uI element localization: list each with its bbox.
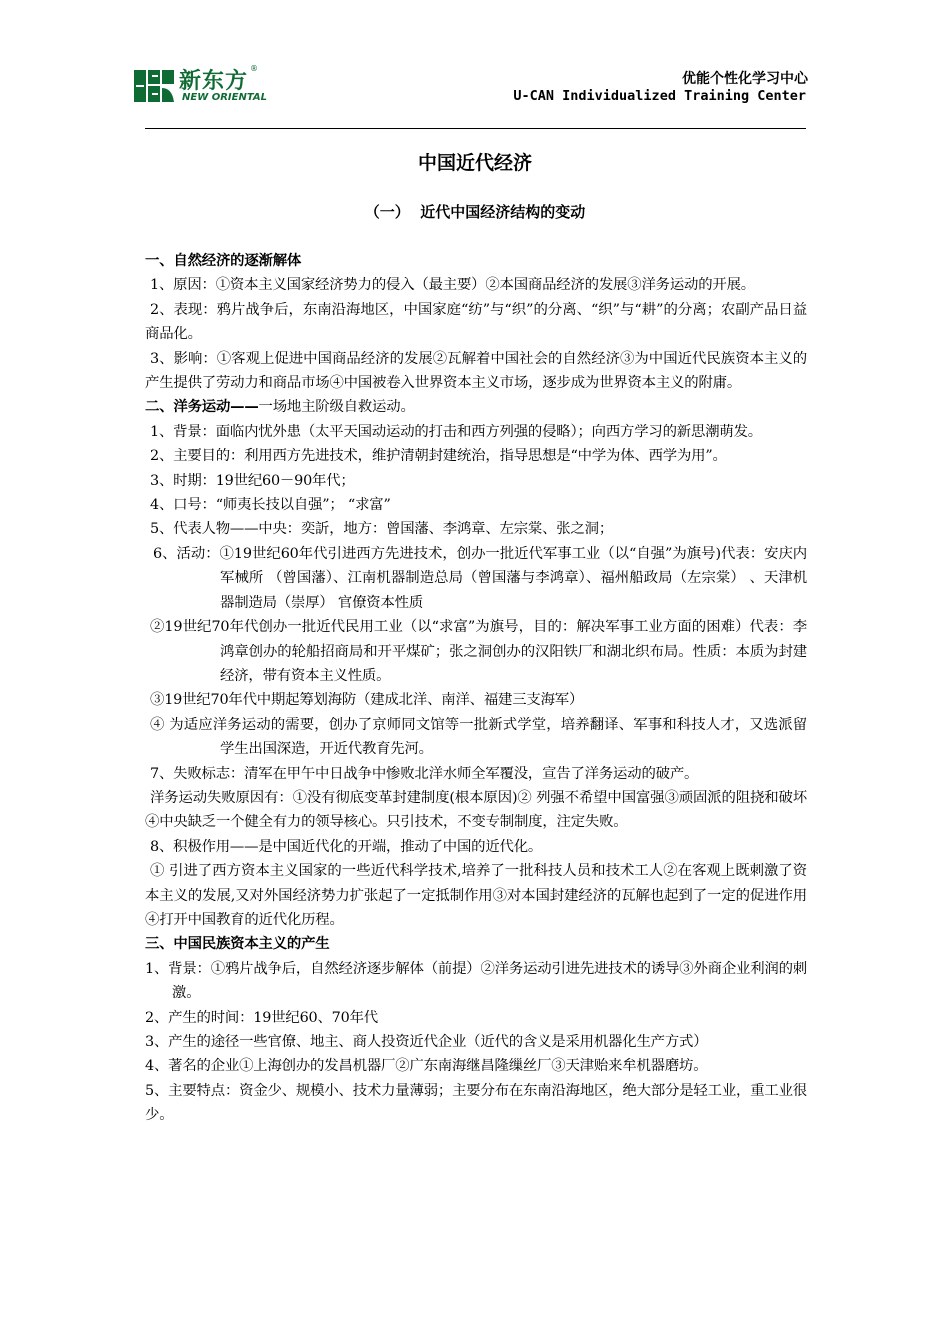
logo-cn-text: 新东方 (179, 69, 249, 94)
section-heading-2-rest: 一场地主阶级自救运动。 (258, 399, 415, 416)
center-name-en: U-CAN Individualized Training Center (513, 88, 806, 104)
paragraph: 1、原因：①资本主义国家经济势力的侵入（最主要）②本国商品经济的发展③洋务运动的开展。 (150, 277, 755, 294)
paragraph: 2、表现：鸦片战争后，东南沿海地区，中国家庭“纺”与“织”的分离、“织”与“耕”的分离；农副产品日益商品化。 (145, 301, 807, 343)
paragraph: 3、影响：①客观上促进中国商品经济的发展②瓦解着中国社会的自然经济③为中国近代民族资本主义的产生提供了劳动力和商品市场④中国被卷入世界资本主义市场，逐步成为世界资本主义的附庸。 (145, 350, 807, 392)
paragraph: 7、失败标志：清军在甲午中日战争中惨败北洋水师全军覆没，宣告了洋务运动的破产。 (150, 765, 699, 782)
new-oriental-logo (132, 64, 267, 110)
section-heading-3: 三、中国民族资本主义的产生 (145, 936, 330, 953)
logo-registered-mark: ® (250, 64, 258, 73)
paragraph: 1、背景：面临内忧外患（太平天国动运动的打击和西方列强的侵略）；向西方学习的新思潮萌发。 (150, 423, 762, 440)
paragraph: 3、产生的途径一些官僚、地主、商人投资近代企业（近代的含义是采用机器化生产方式） (145, 1034, 708, 1050)
paragraph: 4、著名的企业①上海创办的发昌机器厂②广东南海继昌隆缫丝厂③天津贻来牟机器磨坊。 (145, 1058, 708, 1075)
paragraph: 5、主要特点：资金少、规模小、技术力量薄弱；主要分布在东南沿海地区，绝大部分是轻工业，重工业很少。 (145, 1082, 807, 1124)
paragraph: 8、积极作用——是中国近代化的开端，推动了中国的近代化。 (150, 838, 543, 855)
logo-mark-icon (132, 66, 176, 106)
paragraph: 2、产生的时间：19世纪60、70年代 (145, 1009, 378, 1026)
document-subtitle: （一） 近代中国经济结构的变动 (364, 203, 586, 221)
document-body (145, 249, 807, 1128)
paragraph: 6、活动：①19世纪60年代引进西方先进技术，创办一批近代军事工业（以“自强”为旗号)代表：安庆内军械所 （曾国藩）、江南机器制造总局（曾国藩与李鸿章）、福州船政局（左宗棠） 、天津机器制造局（崇厚） 官僚资本性质 (153, 545, 807, 611)
document-title: 中国近代经济 (417, 152, 532, 174)
header-divider (145, 128, 806, 129)
paragraph: 2、主要目的：利用西方先进技术，维护清朝封建统治，指导思想是“中学为体、西学为用”。 (150, 448, 727, 465)
paragraph: ②19世纪70年代创办一批近代民用工业（以“求富”为旗号，目的：解决军事工业方面的困难）代表：李鸿章创办的轮船招商局和开平煤矿；张之洞创办的汉阳铁厂和湖北织布局。性质：本质为封建经济，带有资本主义性质。 (150, 619, 807, 684)
center-name-cn: 优能个性化学习中心 (682, 71, 808, 87)
paragraph: 洋务运动失败原因有：①没有彻底变革封建制度(根本原因)② 列强不希望中国富强③顽固派的阻挠和破坏④中央缺乏一个健全有力的领导核心。只引技术，不变专制制度，注定失败。 (145, 789, 807, 831)
section-heading-1: 一、自然经济的逐渐解体 (145, 253, 302, 269)
logo-en-text: NEW ORIENTAL (182, 92, 267, 103)
section-heading-2 (145, 395, 807, 419)
paragraph: 1、背景：①鸦片战争后，自然经济逐步解体（前提）②洋务运动引进先进技术的诱导③外商企业利润的刺激。 (145, 960, 807, 1002)
paragraph: 3、时期：19世纪60－90年代； (150, 472, 355, 489)
paragraph: ③19世纪70年代中期起筹划海防（建成北洋、南洋、福建三支海军） (150, 692, 584, 709)
page-header (0, 0, 950, 135)
paragraph: ④ 为适应洋务运动的需要，创办了京师同文馆等一批新式学堂，培养翻译、军事和科技人才，又选派留学生出国深造，开近代教育先河。 (150, 716, 807, 758)
paragraph: ① 引进了西方资本主义国家的一些近代科学技术,培养了一批科技人员和技术工人②在客观上既刺激了资本主义的发展,又对外国经济势力扩张起了一定抵制作用③对本国封建经济的瓦解也起到了一定的促进作用④打开中国教育的近代化历程。 (145, 863, 807, 928)
section-heading-2-bold: 二、洋务运动—— (145, 399, 259, 416)
paragraph: 5、代表人物——中央：奕訢，地方：曾国藩、李鸿章、左宗棠、张之洞； (150, 521, 614, 538)
paragraph: 4、口号：“师夷长技以自强”； “求富” (150, 497, 391, 514)
